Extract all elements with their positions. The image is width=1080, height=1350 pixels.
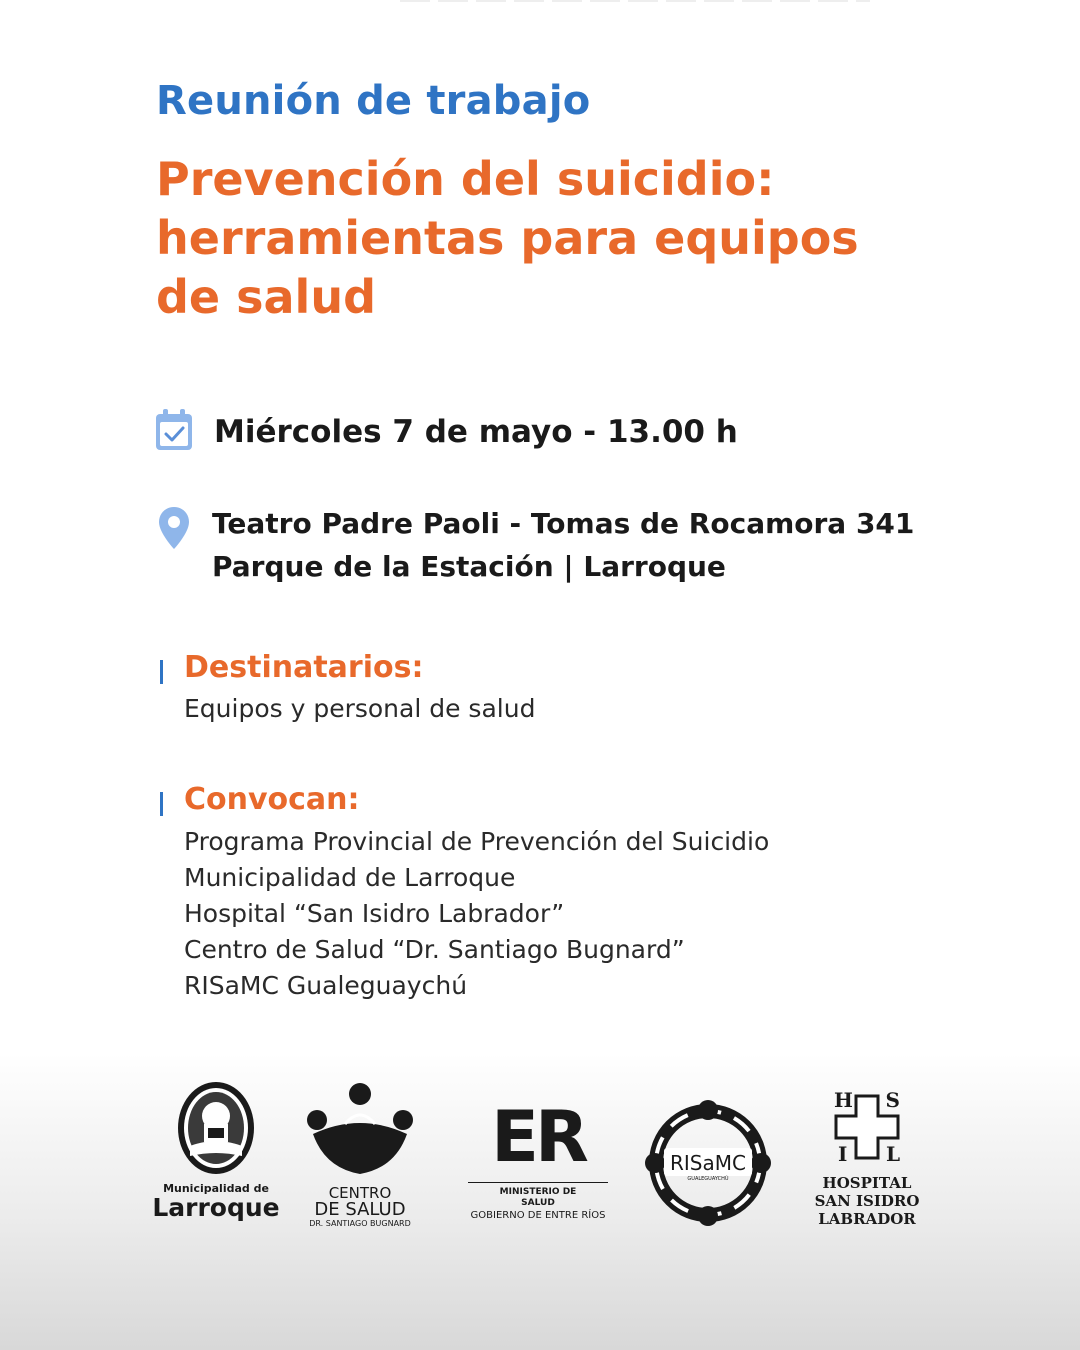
hospital-cross-icon — [832, 1088, 902, 1166]
risamc-ring-icon — [640, 1098, 776, 1228]
logo-hospital-san-isidro — [812, 1080, 922, 1228]
location-place: Parque de la Estación | Larroque — [212, 550, 726, 583]
audience-heading: Destinatarios: — [184, 650, 424, 685]
centro-logo-line3: DR. SANTIAGO BUGNARD — [309, 1219, 411, 1228]
hospital-line3: LABRADOR — [818, 1210, 916, 1228]
title-line: Prevención del suicidio: — [156, 152, 775, 206]
hospital-line2: SAN ISIDRO — [814, 1192, 920, 1210]
er-mark: ER — [491, 1096, 585, 1178]
ministerio-line1: MINISTERIO DE — [499, 1187, 577, 1197]
municipal-seal-icon — [176, 1080, 256, 1176]
organizer-item: Municipalidad de Larroque — [184, 863, 516, 892]
logo-municipalidad-larroque — [150, 1080, 282, 1221]
audience-text: Equipos y personal de salud — [184, 694, 536, 723]
hospital-line1: HOSPITAL — [822, 1174, 912, 1192]
larroque-logo-line1: Municipalidad de — [163, 1182, 269, 1195]
event-kicker: Reunión de trabajo — [156, 78, 591, 124]
ministerio-line3: GOBIERNO DE ENTRE RÍOS — [470, 1210, 606, 1221]
risamc-sub: GUALEGUAYCHÚ — [687, 1176, 729, 1182]
map-pin-icon — [158, 506, 190, 554]
hospital-letter: H — [834, 1088, 853, 1112]
organizer-item: Centro de Salud “Dr. Santiago Bugnard” — [184, 935, 685, 964]
logo-centro-de-salud — [300, 1080, 420, 1229]
section-marker — [160, 660, 163, 684]
cropped-top-decoration — [400, 0, 870, 2]
organizer-item: RISaMC Gualeguaychú — [184, 971, 468, 1000]
location-address: Teatro Padre Paoli - Tomas de Rocamora 341 — [212, 507, 915, 540]
centro-logo-line1: CENTRO — [328, 1184, 392, 1202]
people-circle-icon — [305, 1080, 415, 1176]
hospital-letter: L — [885, 1142, 900, 1166]
larroque-logo-line2: Larroque — [152, 1193, 280, 1222]
organizer-item: Hospital “San Isidro Labrador” — [184, 899, 565, 928]
title-line: herramientas para equipos — [156, 211, 859, 265]
title-line: de salud — [156, 270, 377, 324]
divider — [468, 1182, 608, 1183]
hospital-letter: S — [885, 1088, 900, 1112]
sponsor-logos — [150, 1080, 930, 1250]
logo-risamc — [640, 1080, 776, 1232]
centro-logo-line2: DE SALUD — [314, 1199, 406, 1220]
organizers-heading: Convocan: — [184, 782, 360, 817]
event-date-row — [154, 408, 738, 456]
hospital-letter: I — [838, 1142, 848, 1166]
organizers-list — [184, 824, 769, 1004]
risamc-mark: RISaMC — [670, 1151, 746, 1175]
calendar-check-icon — [154, 408, 194, 456]
section-marker — [160, 792, 163, 816]
event-date: Miércoles 7 de mayo - 13.00 h — [214, 414, 738, 450]
logo-ministerio-salud — [468, 1080, 608, 1222]
ministerio-line2: SALUD — [521, 1198, 555, 1208]
organizer-item: Programa Provincial de Prevención del Suicidio — [184, 827, 770, 856]
event-title — [156, 150, 916, 327]
